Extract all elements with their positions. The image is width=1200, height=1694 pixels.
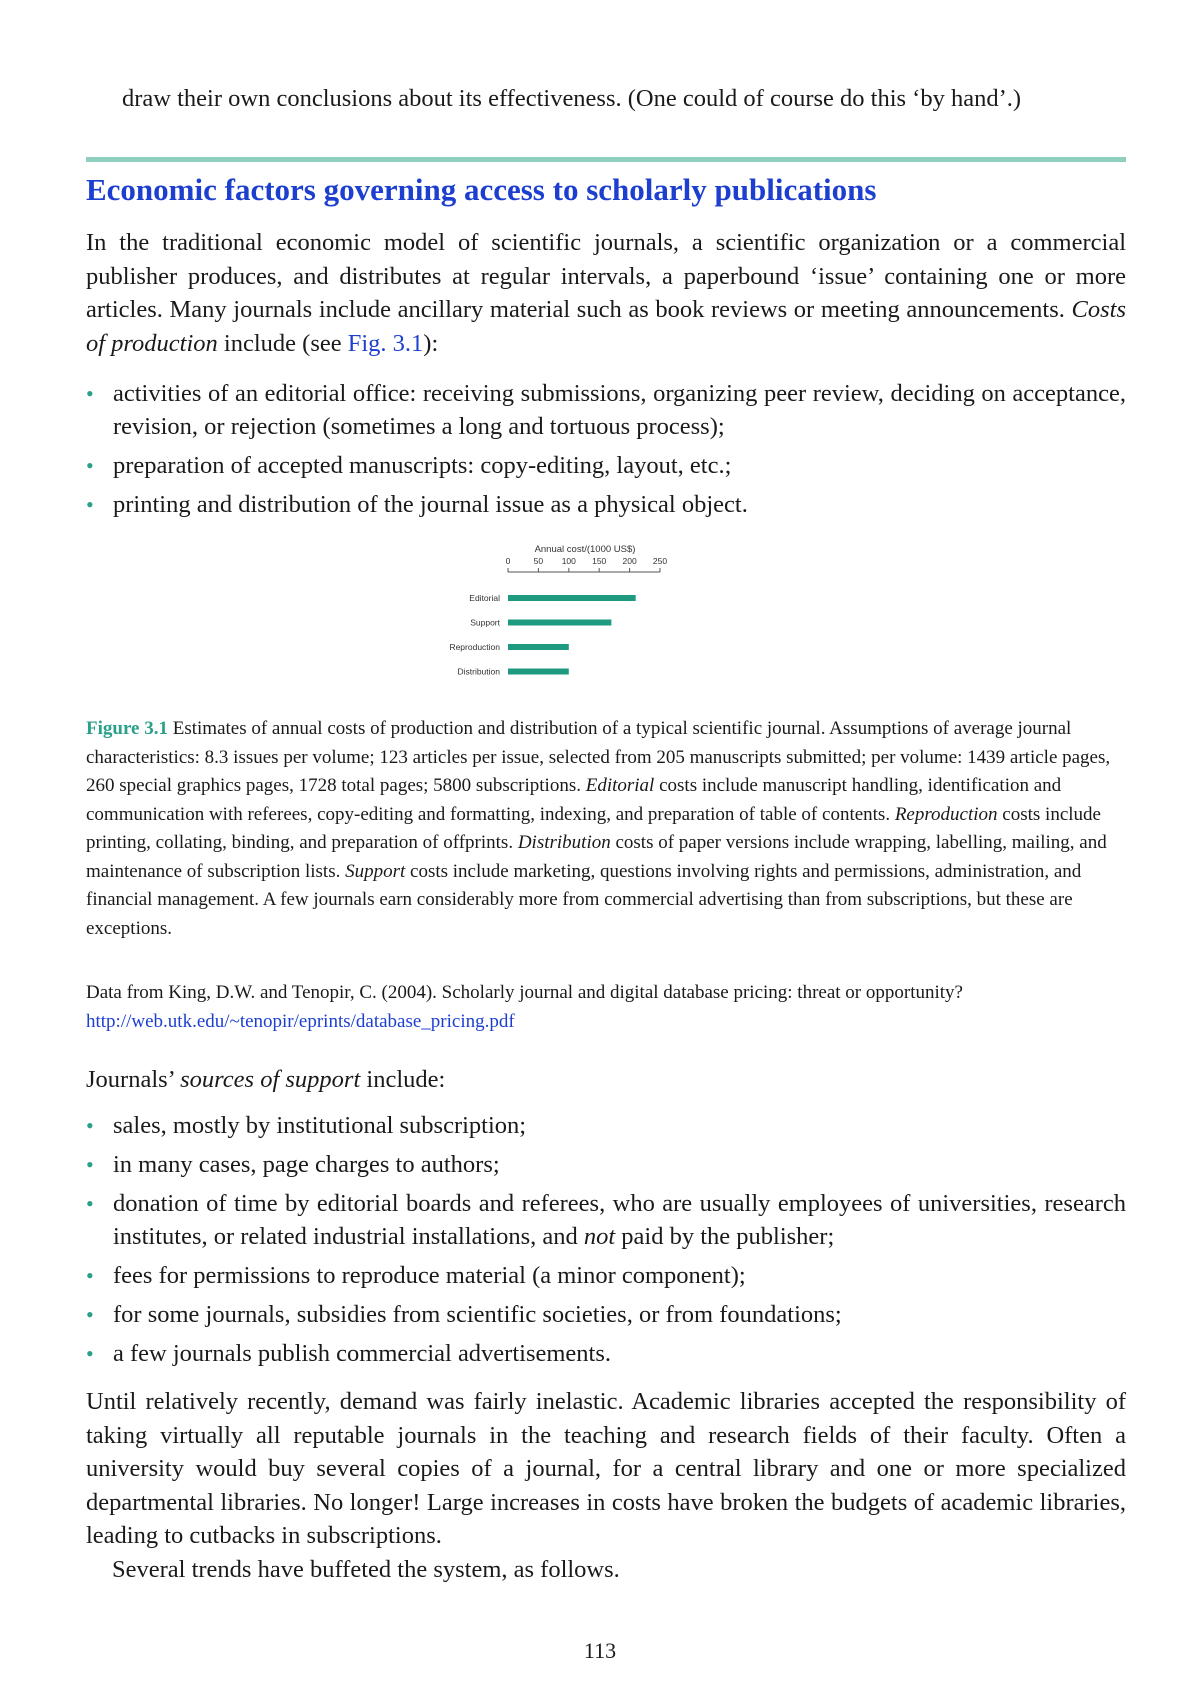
list-item: • fees for permissions to reproduce material (a minor component); bbox=[86, 1259, 1126, 1292]
section-rule bbox=[86, 157, 1126, 162]
list-item: • in many cases, page charges to authors; bbox=[86, 1148, 1126, 1181]
x-tick-label: 150 bbox=[592, 556, 607, 566]
page-number: 113 bbox=[583, 1638, 617, 1663]
figure-reference-link[interactable]: Fig. 3.1 bbox=[347, 329, 424, 357]
x-tick-label: 0 bbox=[505, 556, 511, 566]
chart-title: Annual cost/(1000 US$) bbox=[534, 544, 636, 555]
continued-text: draw their own conclusions about its effectiveness. (One could of course do this ‘by hand’.) bbox=[122, 85, 1022, 112]
bar bbox=[508, 620, 611, 626]
list-item: • printing and distribution of the journal issue as a physical object. bbox=[86, 488, 1126, 521]
figure-caption: Figure 3.1 Estimates of annual costs of production and distribution of a typical scientific journal. Assumptions of average journal characteristics: 8.3 issues per volume; 123 articles per issue, selected from 205 manuscripts submitted; per volume: 1439 article pages, 260 special graphics pages, 1728 total pages; 5800 subscriptions. Editorial costs include manuscript handling, identification and communication with referees, copy-editing and formatting, indexing, and preparation of table of contents. Reproduction costs include printing, collating, binding, and preparation of offprints. Distribution costs of paper versions include wrapping, labelling, mailing, and maintenance of subscription lists. Support costs include marketing, questions involving rights and permissions, administration, and financial management. A few journals earn considerably more from commercial advertising than from subscriptions, but these are exceptions. bbox=[86, 718, 1111, 939]
list-item: • donation of time by editorial boards and referees, who are usually employees of universities, research institutes, or related industrial installations, and not paid by the publisher; bbox=[86, 1187, 1126, 1253]
chart-svg bbox=[449, 540, 740, 700]
trends-paragraph: Several trends have buffeted the system, as follows. bbox=[112, 1556, 620, 1583]
data-source: Data from King, D.W. and Tenopir, C. (2004). Scholarly journal and digital database pricing: threat or opportunity? http://web.utk.edu/~tenopir/eprints/database_pricing.pdf bbox=[86, 982, 963, 1032]
list-item: • for some journals, subsidies from scientific societies, or from foundations; bbox=[86, 1298, 1126, 1331]
costs-list bbox=[86, 377, 1126, 527]
list-item: • a few journals publish commercial advertisements. bbox=[86, 1337, 1126, 1370]
x-tick-label: 50 bbox=[533, 556, 544, 566]
category-label: Reproduction bbox=[449, 642, 500, 652]
figure-label: Figure 3.1 bbox=[86, 718, 168, 739]
support-list bbox=[86, 1109, 1126, 1376]
x-tick-label: 100 bbox=[561, 556, 576, 566]
section-heading: Economic factors governing access to scholarly publications bbox=[86, 172, 877, 207]
cost-bar-chart bbox=[449, 540, 740, 700]
category-label: Editorial bbox=[469, 593, 500, 603]
x-tick-label: 200 bbox=[622, 556, 637, 566]
bar bbox=[508, 595, 636, 601]
list-item: • sales, mostly by institutional subscription; bbox=[86, 1109, 1126, 1142]
category-label: Distribution bbox=[457, 666, 500, 677]
x-tick-label: 250 bbox=[652, 556, 668, 566]
intro-paragraph: In the traditional economic model of scientific journals, a scientific organization or a commercial publisher produces, and distributes at regular intervals, a paperbound ‘issue’ containing one or more articles. Many journals include ancillary material such as book reviews or meeting announcements. Costs of production include (see Fig. 3.1): bbox=[86, 229, 1126, 357]
support-intro: Journals’ sources of support include: bbox=[86, 1066, 446, 1093]
list-item: • preparation of accepted manuscripts: copy-editing, layout, etc.; bbox=[86, 449, 1126, 482]
bar bbox=[508, 644, 569, 650]
demand-paragraph: Until relatively recently, demand was fairly inelastic. Academic libraries accepted the responsibility of taking virtually all reputable journals in the teaching and research fields of their faculty. Often a university would buy several copies of a journal, for a central library and one or more specialized departmental libraries. No longer! Large increases in costs have broken the budgets of academic libraries, leading to cutbacks in subscriptions. bbox=[86, 1388, 1126, 1549]
bar bbox=[508, 669, 569, 675]
list-item: • activities of an editorial office: receiving submissions, organizing peer review, deciding on acceptance, revision, or rejection (sometimes a long and tortuous process); bbox=[86, 377, 1126, 443]
source-url-link[interactable]: http://web.utk.edu/~tenopir/eprints/database_pricing.pdf bbox=[86, 1010, 515, 1032]
category-label: Support bbox=[470, 617, 500, 628]
